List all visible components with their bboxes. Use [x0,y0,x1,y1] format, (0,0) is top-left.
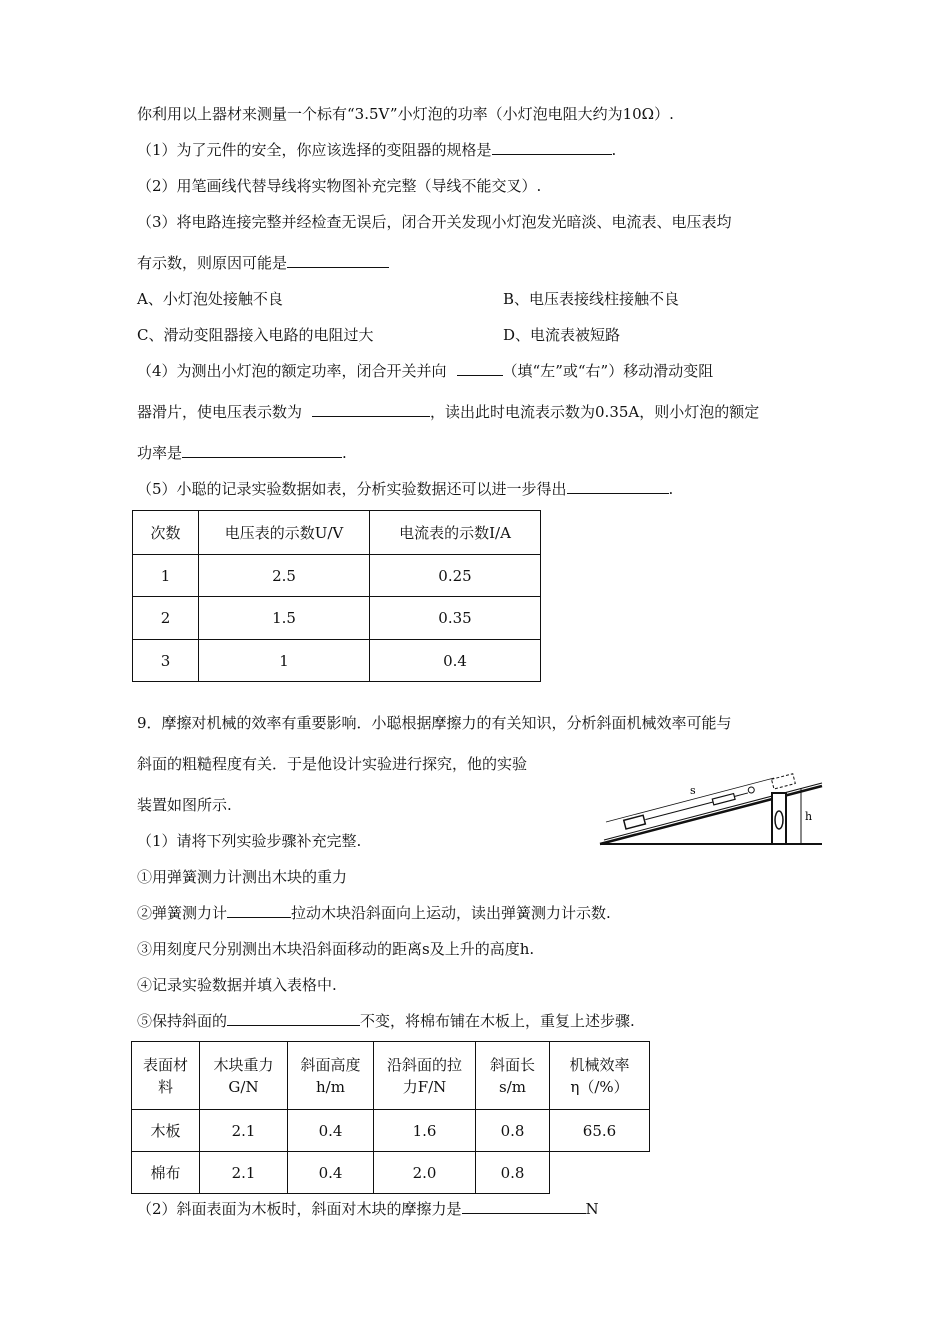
table-row [133,555,541,597]
table2-cell: 0.8 [476,1110,550,1152]
table2-empty-cell [550,1152,650,1194]
slope-edge [604,783,822,840]
option-a: A、小灯泡处接触不良 [137,290,283,308]
question-4-text-f: . [342,444,347,462]
question-4-line3 [137,443,347,463]
answer-blank-step5[interactable] [227,1011,360,1026]
question-4-text-e: 功率是 [137,444,183,462]
answer-blank-4c[interactable] [182,443,342,458]
table-row [133,640,541,682]
question-4-text-d: ，读出此时电流表示数为0.35A，则小灯泡的额定 [430,403,760,421]
answer-blank-step2[interactable] [227,903,291,918]
table1-header: 电流表的示数I/A [370,511,541,555]
data-table-2 [131,1041,650,1194]
table2-cell: 0.4 [288,1152,374,1194]
step-2-text-b: 拉动木块沿斜面向上运动，读出弹簧测力计示数. [291,904,611,922]
table2-cell: 1.6 [374,1110,476,1152]
problem-9-q2 [137,1199,599,1219]
distance-label: s [690,784,696,797]
table1-cell: 0.35 [370,597,541,640]
table1-header: 电压表的示数U/V [199,511,370,555]
step-2 [137,903,611,923]
problem-9-q1: （1）请将下列实验步骤补充完整. [137,832,362,850]
problem-9-line2: 斜面的粗糙程度有关．于是他设计实验进行探究，他的实验 [137,755,528,773]
table1-cell: 1 [199,640,370,682]
incline-apparatus-figure [596,758,830,850]
question-3-text: 有示数，则原因可能是 [137,254,288,272]
step-1: ①用弹簧测力计测出木块的重力 [137,868,348,886]
table-row [132,1110,650,1152]
question-3-line1: （3）将电路连接完整并经检查无误后，闭合开关发现小灯泡发光暗淡、电流表、电压表均 [137,213,732,231]
answer-blank-1[interactable] [492,140,612,155]
option-c: C、滑动变阻器接入电路的电阻过大 [137,326,374,344]
question-5-text: （5）小聪的记录实验数据如表，分析实验数据还可以进一步得出 [137,480,567,498]
table1-cell: 0.25 [370,555,541,597]
step-5-text-a: ⑤保持斜面的 [137,1012,228,1030]
question-2: （2）用笔画线代替导线将实物图补充完整（导线不能交叉）. [137,177,542,195]
table2-cell: 2.0 [374,1152,476,1194]
table2-cell: 棉布 [132,1152,200,1194]
table1-cell: 3 [133,640,199,682]
table2-header: 机械效率 η（/%） [550,1042,650,1110]
question-4-line1 [137,361,713,381]
table2-header: 斜面长 s/m [476,1042,550,1110]
step-3: ③用刻度尺分别测出木块沿斜面移动的距离s及上升的高度h. [137,940,535,958]
step-2-text-a: ②弹簧测力计 [137,904,228,922]
question-4-text-c: 器滑片，使电压表示数为 [137,403,303,421]
question-5 [137,479,673,499]
intro-text: 你利用以上器材来测量一个标有“3.5V”小灯泡的功率（小灯泡电阻大约为10Ω）. [137,105,674,123]
table1-cell: 0.4 [370,640,541,682]
answer-blank-4b[interactable] [312,402,430,417]
table1-cell: 2 [133,597,199,640]
problem-9-q2-text: （2）斜面表面为木板时，斜面对木块的摩擦力是 [137,1200,462,1218]
answer-blank-4a[interactable] [457,361,503,376]
height-label: h [805,810,813,823]
table2-cell: 2.1 [200,1152,288,1194]
table-row [132,1152,650,1194]
question-1-text: （1）为了元件的安全，你应该选择的变阻器的规格是 [137,141,492,159]
answer-blank-friction[interactable] [462,1199,586,1214]
support-block [772,793,786,844]
table2-cell: 65.6 [550,1110,650,1152]
question-1 [137,140,616,160]
question-5-end: . [668,480,674,498]
data-table-1 [132,510,541,682]
step-5 [137,1011,635,1031]
question-4-text-b: （填“左”或“右”）移动滑动变阻 [502,362,714,380]
problem-9-line3: 装置如图所示. [137,796,232,814]
wooden-block [624,815,646,829]
end-position-dashed [771,774,795,789]
table1-header: 次数 [133,511,199,555]
question-3-line2 [137,253,389,273]
table2-header: 沿斜面的拉 力F/N [374,1042,476,1110]
question-4-line2 [137,402,759,422]
table2-cell: 0.8 [476,1152,550,1194]
problem-9-q2-unit: N [585,1200,599,1218]
table2-header: 木块重力 G/N [200,1042,288,1110]
table1-cell: 1.5 [199,597,370,640]
option-b: B、电压表接线柱接触不良 [503,290,680,308]
table2-header: 斜面高度 h/m [288,1042,374,1110]
answer-blank-3[interactable] [287,253,389,268]
option-d: D、电流表被短路 [503,326,621,344]
table2-cell: 木板 [132,1110,200,1152]
answer-blank-5[interactable] [567,479,669,494]
step-5-text-b: 不变，将棉布铺在木板上，重复上述步骤. [360,1012,635,1030]
question-1-end: . [611,141,617,159]
problem-9-line1: 9．摩擦对机械的效率有重要影响．小聪根据摩擦力的有关知识，分析斜面机械效率可能与 [137,714,732,732]
table2-header: 表面材 料 [132,1042,200,1110]
table1-cell: 1 [133,555,199,597]
table1-cell: 2.5 [199,555,370,597]
table2-cell: 0.4 [288,1110,374,1152]
table2-cell: 2.1 [200,1110,288,1152]
table-row [133,597,541,640]
step-4: ④记录实验数据并填入表格中. [137,976,337,994]
question-4-text-a: （4）为测出小灯泡的额定功率，闭合开关并向 [137,362,447,380]
